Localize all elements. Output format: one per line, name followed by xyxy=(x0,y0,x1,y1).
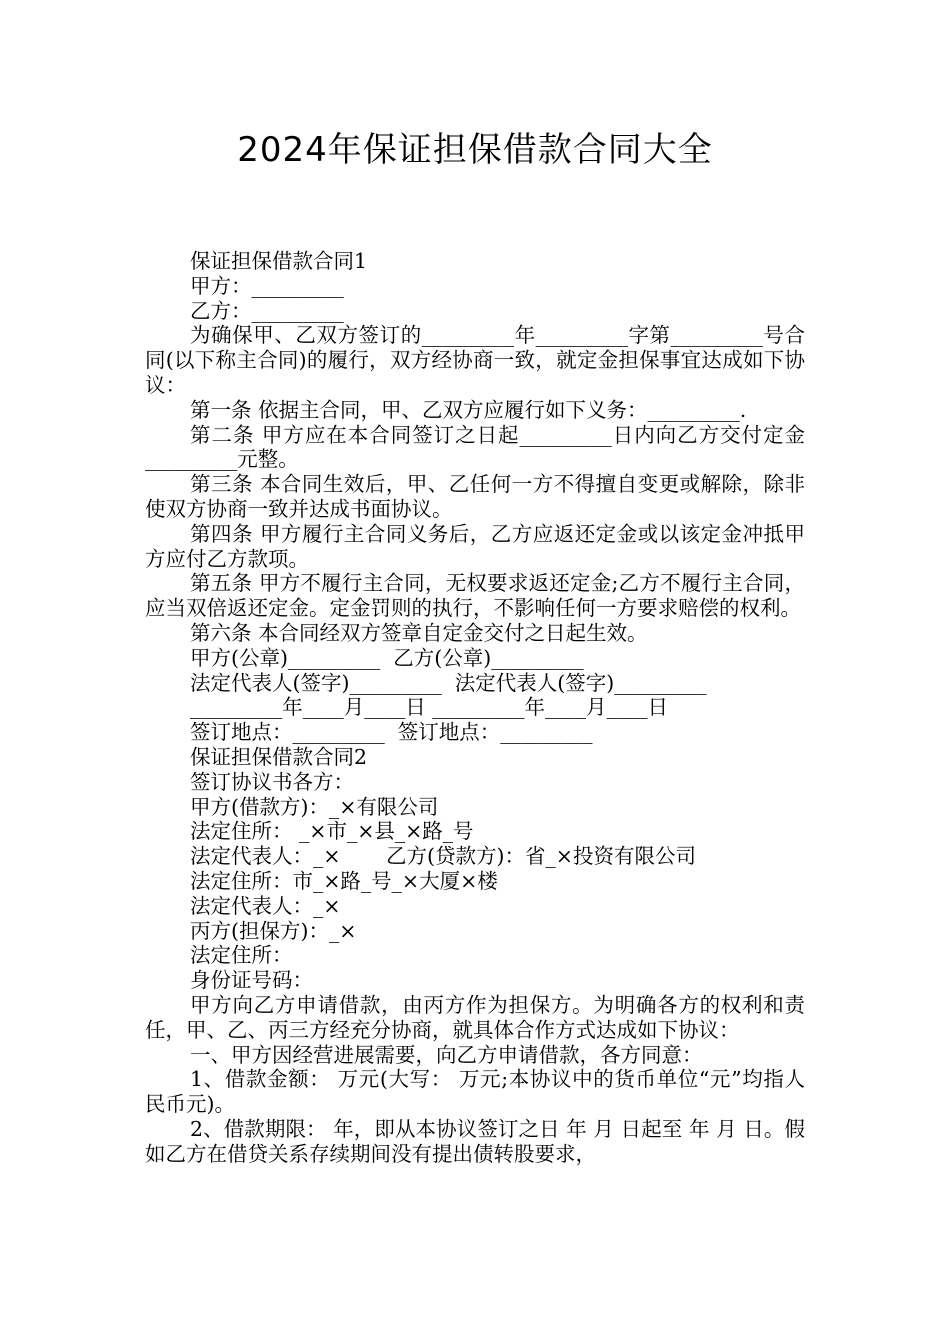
text-line: 法定代表人：_× xyxy=(190,893,341,918)
text-line: 法定代表人(签字)_________ 法定代表人(签字)_________ xyxy=(190,670,707,695)
text-line: 丙方(担保方)：_× xyxy=(190,918,357,943)
paragraph: 第二条 甲方应在本合同签订之日起_________日内向乙方交付定金_________元整。 xyxy=(145,422,805,472)
text-line: 甲方(公章)_________ 乙方(公章)_________ xyxy=(190,645,584,670)
text-line: 法定代表人：_× 乙方(贷款方)：省_×投资有限公司 xyxy=(190,844,696,869)
document-title: 2024年保证担保借款合同大全 xyxy=(237,130,713,170)
paragraph: 甲方向乙方申请借款，由丙方作为担保方。为明确各方的权利和责任，甲、乙、丙三方经充分协商，就具体合作方式达成如下协议： xyxy=(145,992,805,1042)
text-line: 法定住所： _×市_×县_×路_号 xyxy=(190,819,474,844)
text-line: 第一条 依据主合同，甲、乙双方应履行如下义务：_________. xyxy=(190,397,747,422)
paragraph: 1、借款金额： 万元(大写： 万元;本协议中的货币单位“元”均指人民币元)。 xyxy=(145,1067,805,1117)
text-line: 身份证号码： xyxy=(190,968,313,993)
text-line: 一、甲方因经营进展需要，向乙方申请借款，各方同意： xyxy=(190,1042,703,1067)
text-line: _________年____月____日 _________年____月____日 xyxy=(190,695,669,720)
text-line: 乙方：_________ xyxy=(190,298,344,323)
document-body xyxy=(145,249,805,1166)
paragraph: 第三条 本合同生效后，甲、乙任何一方不得擅自变更或解除，除非使双方协商一致并达成书面协议。 xyxy=(145,472,805,521)
paragraph: 第五条 甲方不履行主合同，无权要求返还定金;乙方不履行主合同，应当双倍返还定金。定金罚则的执行，不影响任何一方要求赔偿的权利。 xyxy=(145,571,805,621)
text-line: 甲方(借款方)：_×有限公司 xyxy=(190,794,439,819)
text-line: 保证担保借款合同1 xyxy=(190,249,368,273)
paragraph: 第四条 甲方履行主合同义务后，乙方应返还定金或以该定金冲抵甲方应付乙方款项。 xyxy=(145,521,805,571)
text-line: 法定住所： xyxy=(190,943,293,968)
paragraph: 2、借款期限： 年，即从本协议签订之日 年 月 日起至 年 月 日。假如乙方在借贷关系存续期间没有提出债转股要求， xyxy=(145,1116,805,1166)
text-line: 签订地点：_________ 签订地点：_________ xyxy=(190,720,593,745)
text-line: 甲方：_________ xyxy=(190,273,344,298)
text-line: 第六条 本合同经双方签章自定金交付之日起生效。 xyxy=(190,620,648,645)
text-line: 签订协议书各方： xyxy=(190,769,354,794)
paragraph: 为确保甲、乙双方签订的_________年_________字第_________号合同(以下称主合同)的履行，双方经协商一致，就定金担保事宜达成如下协议： xyxy=(145,323,805,397)
text-line: 法定住所：市_×路_号_×大厦×楼 xyxy=(190,868,498,893)
text-line: 保证担保借款合同2 xyxy=(190,744,368,769)
